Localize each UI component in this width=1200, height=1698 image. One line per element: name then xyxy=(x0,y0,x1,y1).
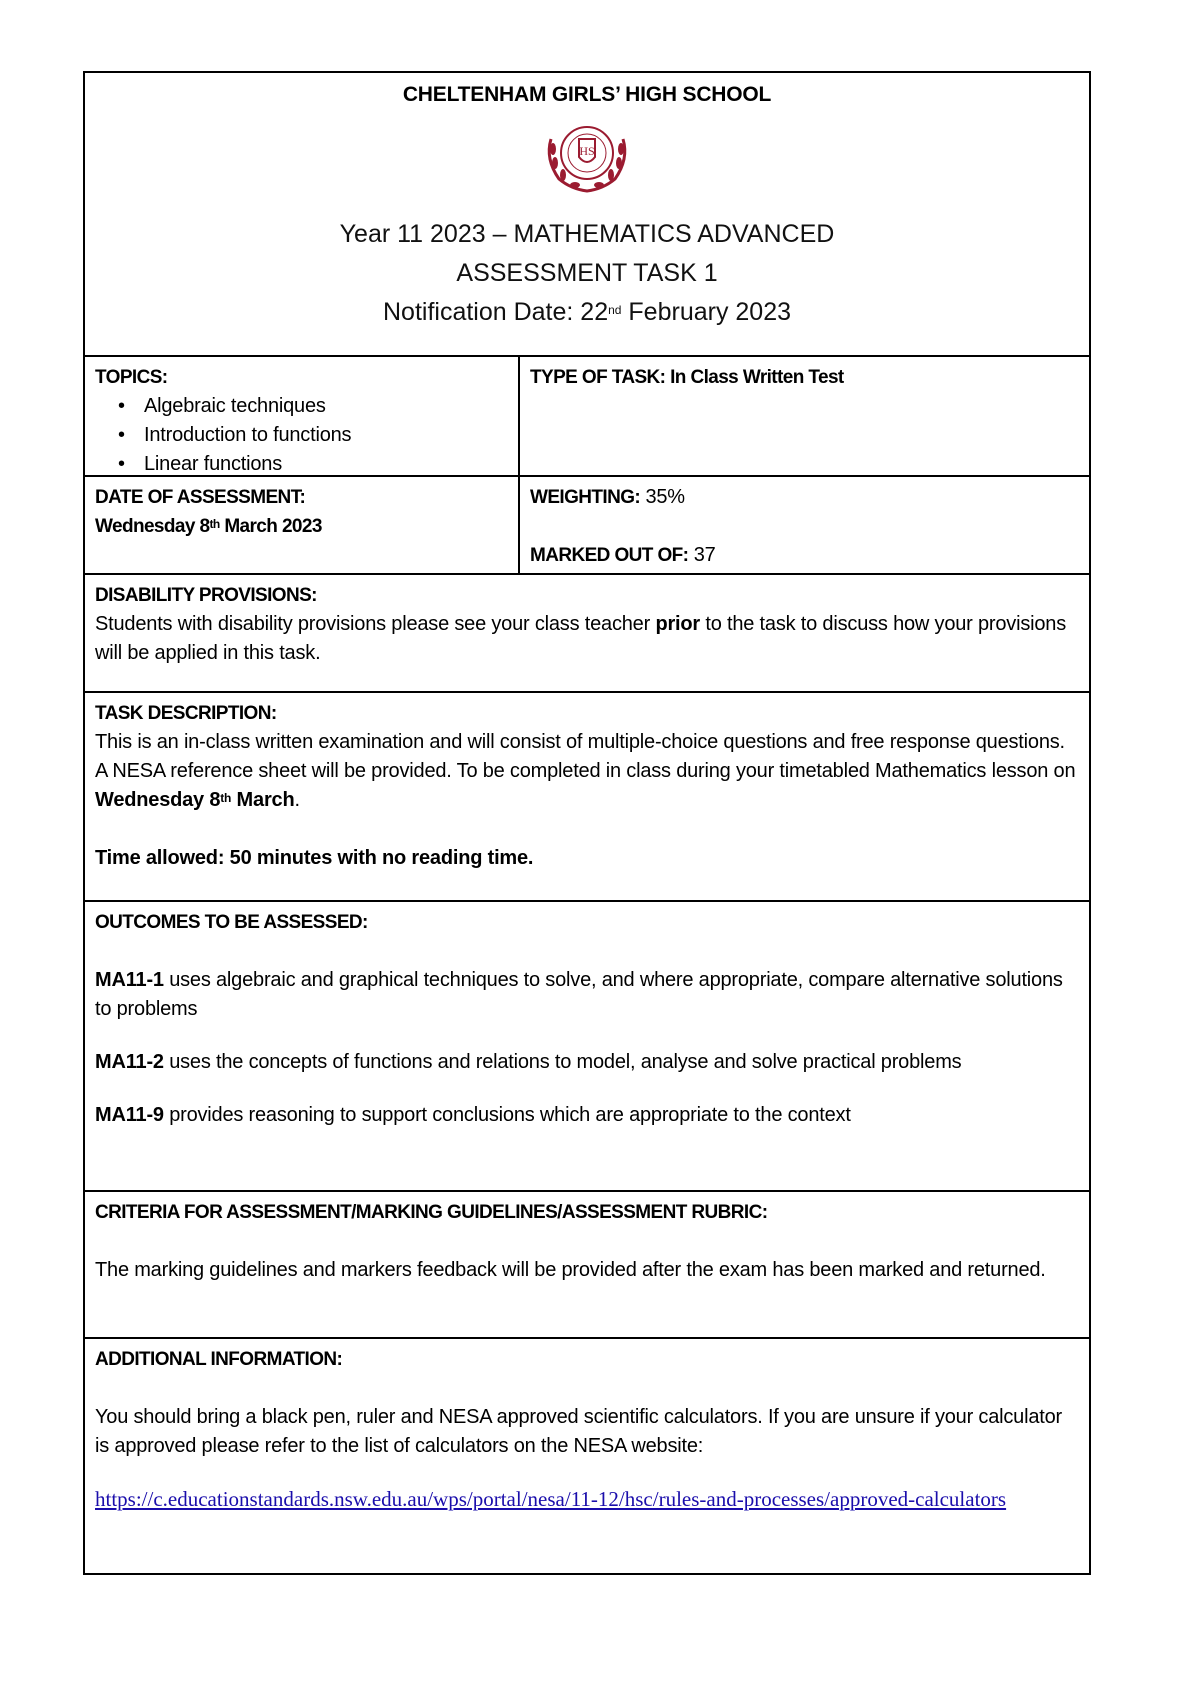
outcomes-row xyxy=(85,902,1089,1192)
outcome-item: MA11-9 provides reasoning to support conclusions which are appropriate to the context xyxy=(95,1104,851,1126)
topics-cell xyxy=(85,357,518,475)
task-description-row xyxy=(85,693,1089,902)
type-of-task: TYPE OF TASK: In Class Written Test xyxy=(530,367,844,388)
disability-text: Students with disability provisions please see your class teacher prior to the task to discuss how your provisions will be applied in this task. xyxy=(95,613,1067,664)
marked-out-of: MARKED OUT OF: 37 xyxy=(530,544,716,566)
topics-row xyxy=(85,357,1089,477)
date-row xyxy=(85,477,1089,575)
additional-info-label: ADDITIONAL INFORMATION: xyxy=(95,1349,343,1370)
school-name: CHELTENHAM GIRLS’ HIGH SCHOOL xyxy=(402,83,772,106)
additional-info-text: You should bring a black pen, ruler and NESA approved scientific calculators. If you are unsure if your calculator is approved please refer to the list of calculators on the NESA website: xyxy=(95,1406,1063,1457)
outcomes-label: OUTCOMES TO BE ASSESSED: xyxy=(95,912,368,933)
list-item: • Algebraic techniques xyxy=(95,392,508,421)
date-label: DATE OF ASSESSMENT: xyxy=(95,487,306,508)
school-crest-icon xyxy=(541,119,633,197)
topics-label: TOPICS: xyxy=(95,367,168,388)
outcome-item: MA11-2 uses the concepts of functions and relations to model, analyse and solve practical problems xyxy=(95,1051,962,1073)
topics-list xyxy=(95,392,508,479)
type-of-task-cell xyxy=(520,357,1089,475)
list-item: • Introduction to functions xyxy=(95,421,508,450)
nesa-calculators-link[interactable]: https://c.educationstandards.nsw.edu.au/wps/portal/nesa/11-12/hsc/rules-and-processes/approved-calculators xyxy=(95,1487,1007,1511)
task-description-label: TASK DESCRIPTION: xyxy=(95,703,277,724)
weighting: WEIGHTING: 35% xyxy=(530,486,685,508)
course-title: Year 11 2023 – MATHEMATICS ADVANCED xyxy=(339,220,835,248)
date-cell xyxy=(85,477,518,573)
weighting-cell xyxy=(520,477,1089,573)
outcome-item: MA11-1 uses algebraic and graphical techniques to solve, and where appropriate, compare alternative solutions to problems xyxy=(95,969,1063,1020)
time-allowed: Time allowed: 50 minutes with no reading time. xyxy=(95,847,534,869)
date-value: Wednesday 8th March 2023 xyxy=(95,516,322,537)
task-title: ASSESSMENT TASK 1 xyxy=(456,259,718,287)
criteria-row xyxy=(85,1192,1089,1339)
additional-info-row xyxy=(85,1339,1089,1575)
disability-row xyxy=(85,575,1089,693)
header-section xyxy=(85,73,1089,357)
criteria-label: CRITERIA FOR ASSESSMENT/MARKING GUIDELINES/ASSESSMENT RUBRIC: xyxy=(95,1202,768,1223)
list-item: • Linear functions xyxy=(95,450,508,479)
svg-text:HS: HS xyxy=(579,144,595,158)
notification-date: Notification Date: 22nd February 2023 xyxy=(382,298,792,326)
criteria-text: The marking guidelines and markers feedback will be provided after the exam has been marked and returned. xyxy=(95,1259,1046,1281)
disability-label: DISABILITY PROVISIONS: xyxy=(95,585,317,606)
task-description-text: This is an in-class written examination and will consist of multiple-choice questions and free response questions. A NESA reference sheet will be provided. To be completed in class during your timetabled Mathematics lesson on Wednesday 8th March. xyxy=(95,731,1076,811)
assessment-notification-table xyxy=(83,71,1091,1575)
